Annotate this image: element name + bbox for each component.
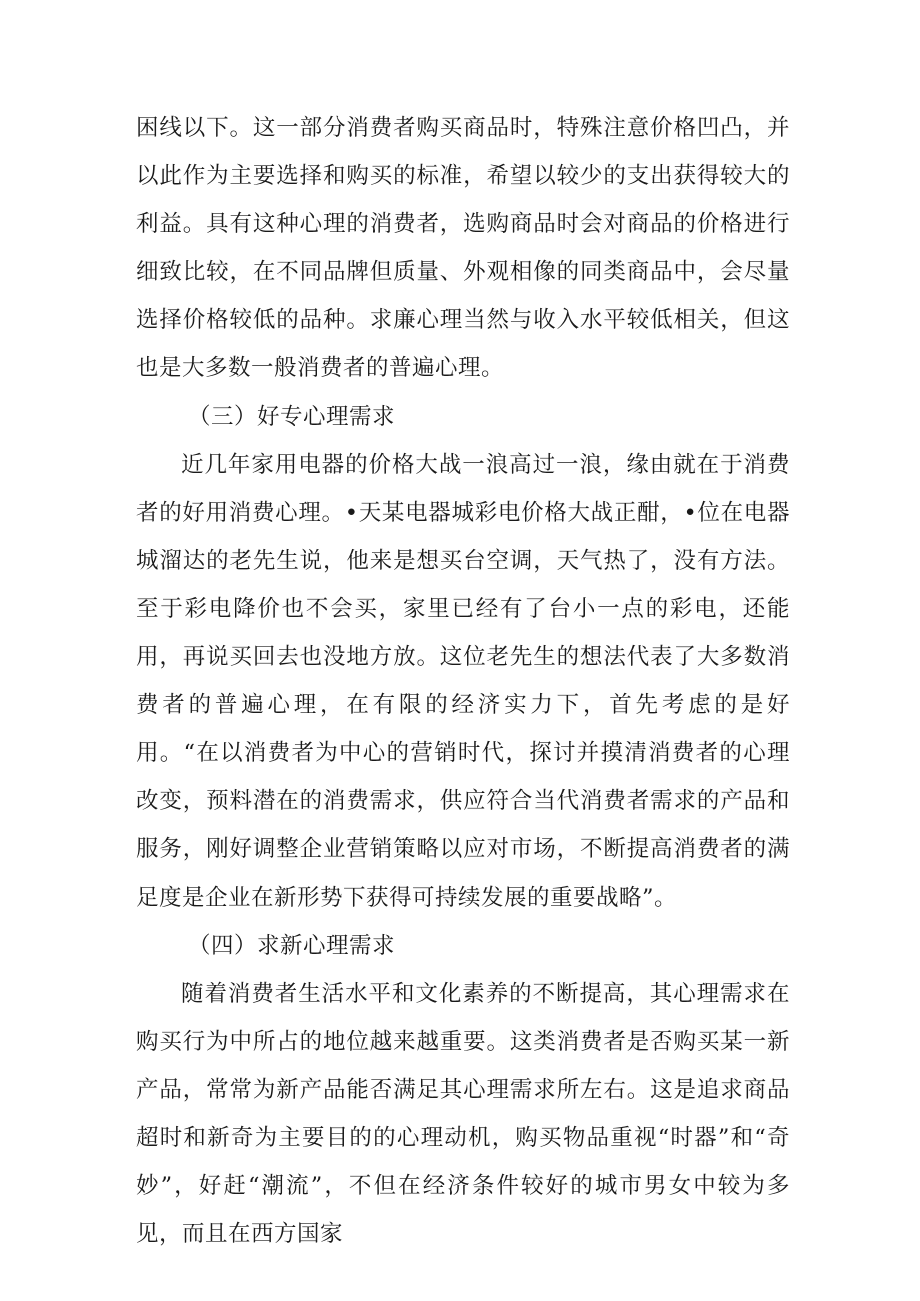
- section-heading-3: （三）好专心理需求: [188, 403, 396, 430]
- paragraph-price-sensitivity: 困线以下。这一部分消费者购买商品时，特殊注意价格凹凸，并以此作为主要选择和购买的标准，希望以较少的支出获得较大的利益。具有这种心理的消费者，选购商品时会对商品的价格进行细致比较，在不同品牌但质量、外观相像的同类商品中，会尽量选择价格较低的品种。求廉心理当然与收入水平较低相关，但这也是大多数一般消费者的普遍心理。: [136, 115, 790, 382]
- paragraph-practicality: 近几年家用电器的价格大战一浪高过一浪，缘由就在于消费者的好用消费心理。•天某电器城彩电价格大战正酣，•位在电器城溜达的老先生说，他来是想买台空调，天气热了，没有方法。至于彩电降价也不会买，家里已经有了台小一点的彩电，还能用，再说买回去也没地方放。这位老先生的想法代表了大多数消费者的普遍心理，在有限的经济实力下，首先考虑的是好用。“在以消费者为中心的营销时代，探讨并摸清消费者的心理改变，预料潜在的消费需求，供应符合当代消费者需求的产品和服务，刚好调整企业营销策略以应对市场，不断提高消费者的满足度是企业在新形势下获得可持续发展的重要战略”。: [136, 451, 790, 911]
- paragraph-novelty: 随着消费者生活水平和文化素养的不断提高，其心理需求在购买行为中所占的地位越来越重要。这类消费者是否购买某一新产品，常常为新产品能否满足其心理需求所左右。这是追求商品超时和新奇为主要目的的心理动机，购买物品重视“时器”和“奇妙”，好赶“潮流”，不但在经济条件较好的城市男女中较为多见，而且在西方国家: [136, 980, 790, 1248]
- document-body: [136, 104, 790, 1258]
- section-heading-4: （四）求新心理需求: [188, 932, 396, 959]
